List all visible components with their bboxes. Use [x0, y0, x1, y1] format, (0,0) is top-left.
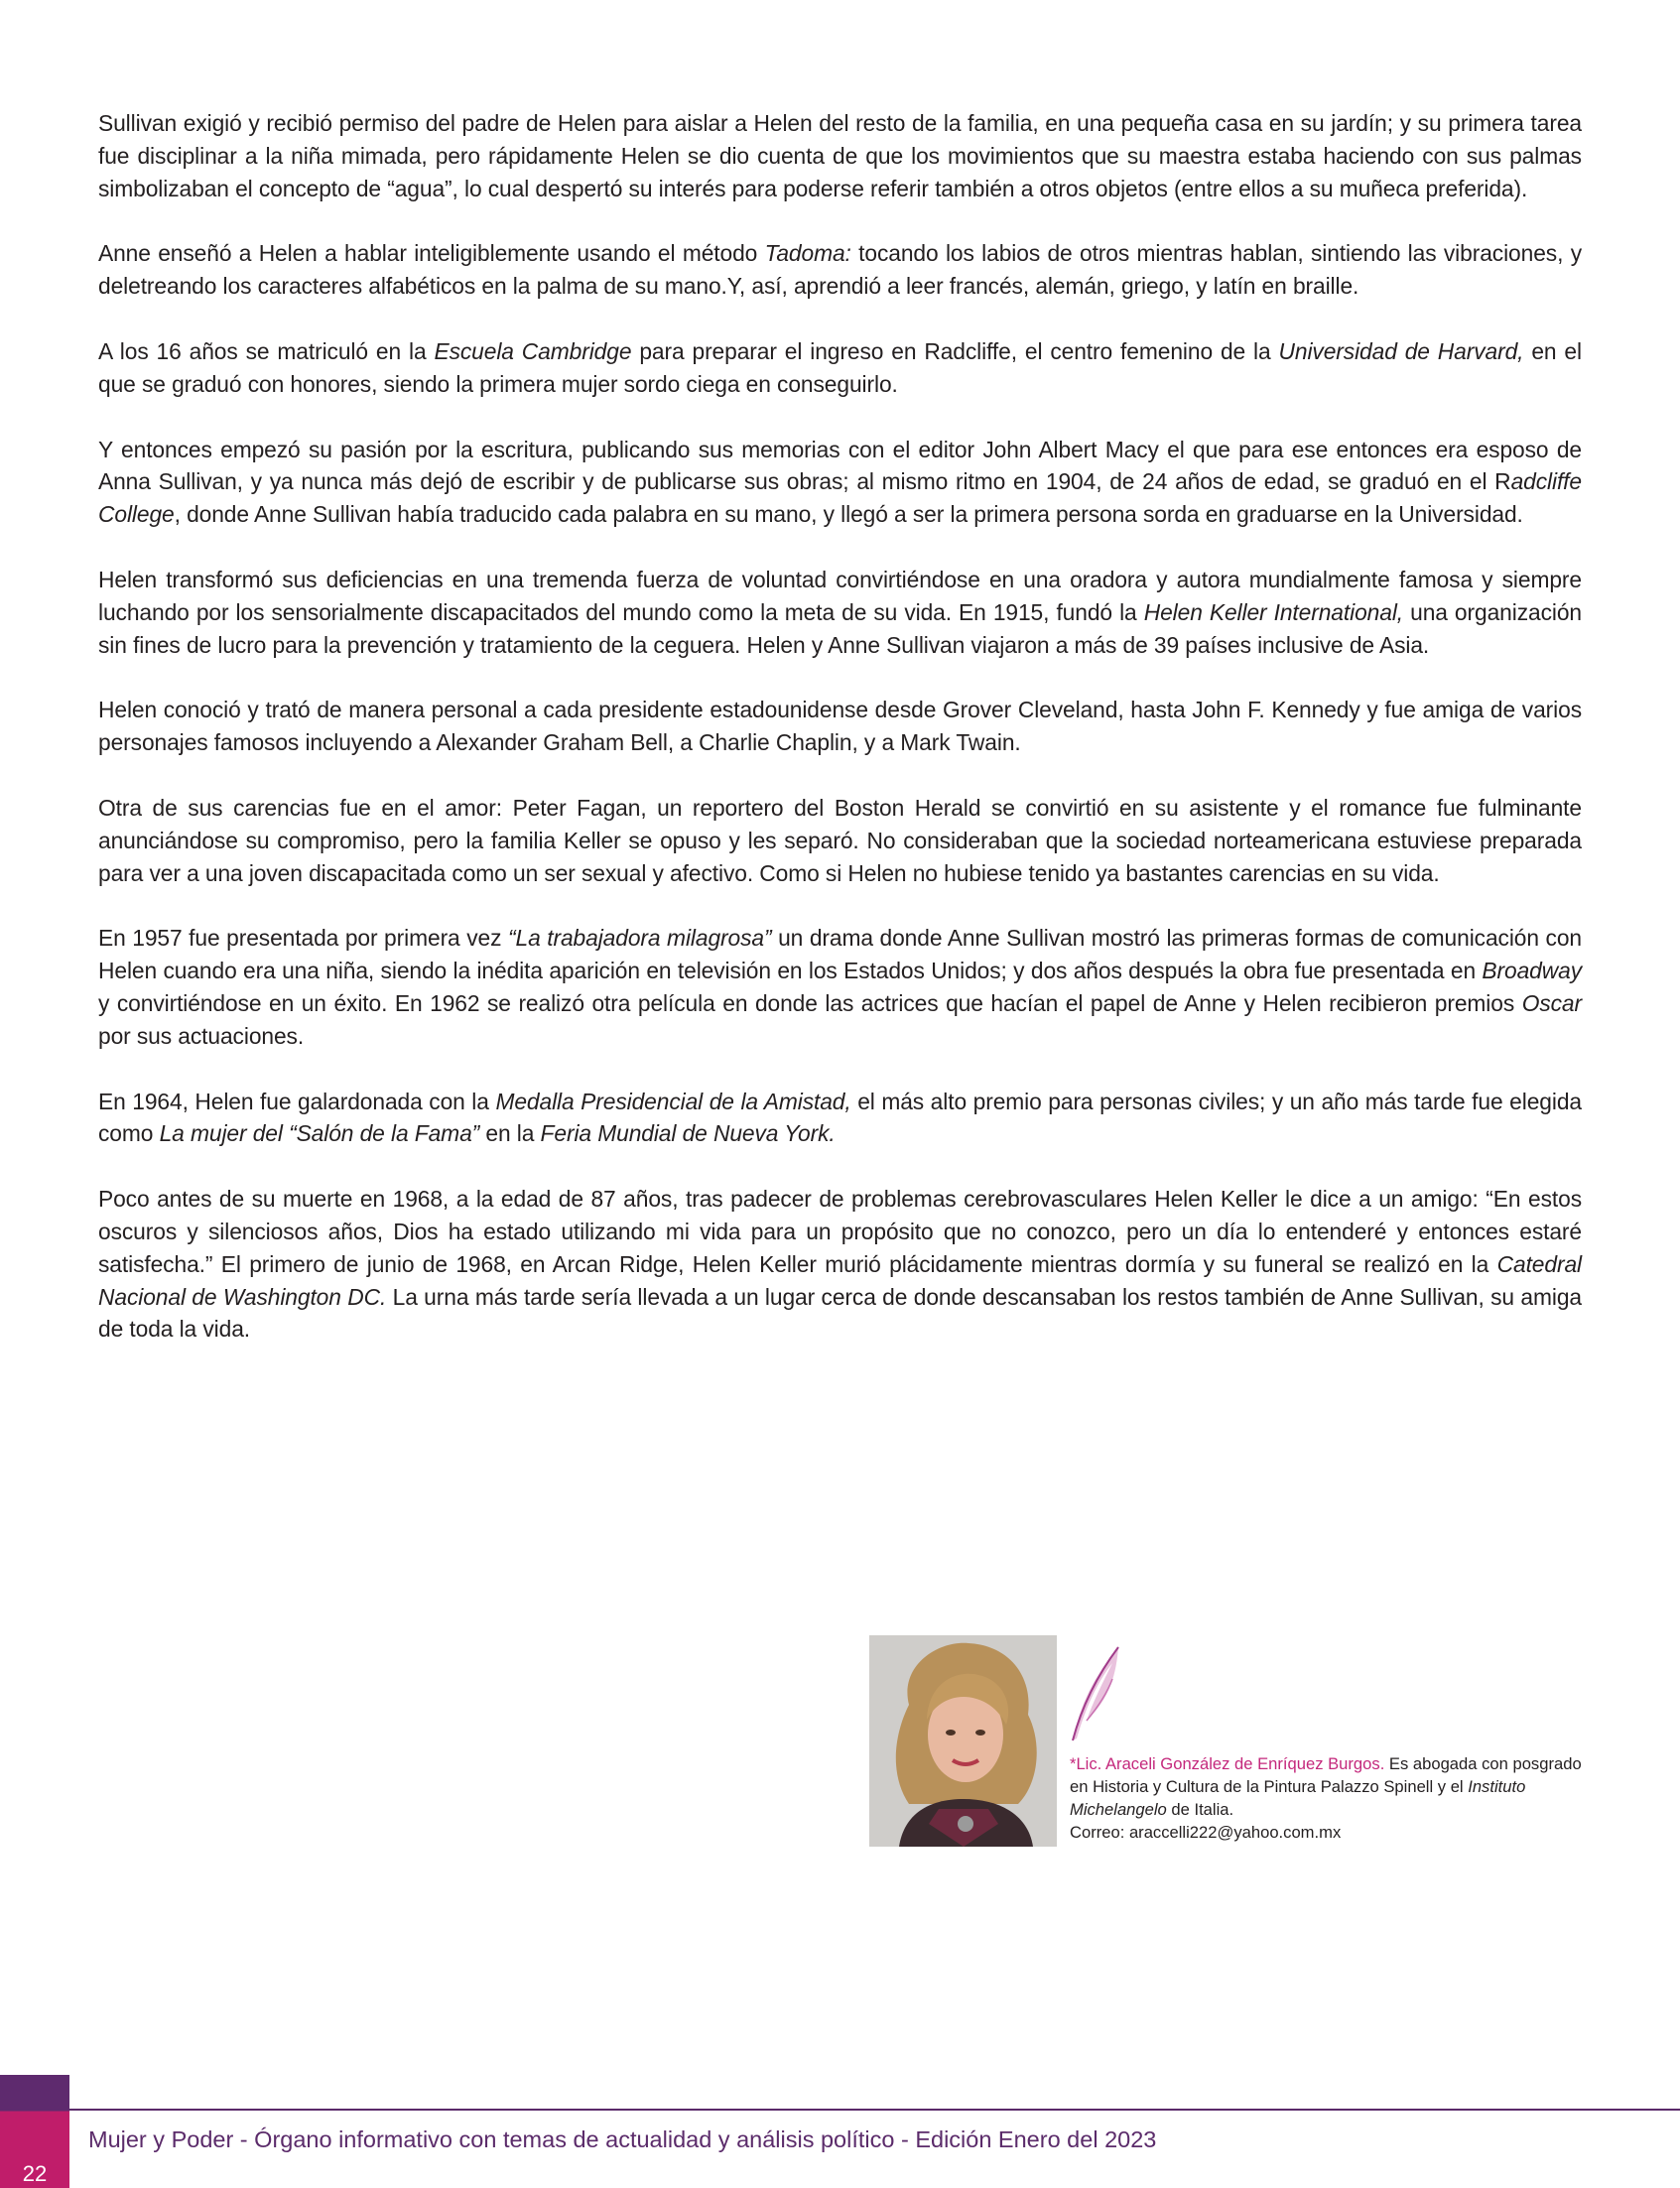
paragraph-text: en el que se graduó con honores, siendo la primera mujer sordo ciega en conseguirlo.: [98, 337, 1582, 397]
paragraph-text: Y entonces empezó su pasión por la escritura, publicando sus memorias con el editor John Albert Macy el que para ese entonces era esposo de Anna Sullivan, y ya nunca más dejó de escribir y de publicarse sus obras; al mismo ritmo en 1904, de 24 años de edad, se graduó en el R: [98, 436, 1582, 495]
italic-text: La mujer del “Salón de la Fama”: [159, 1120, 480, 1147]
paragraph-text: y convirtiéndose en un éxito. En 1962 se realizó otra película en donde las actrices que hacían el papel de Anne y Helen recibieron premios: [98, 989, 1522, 1016]
italic-text: Feria Mundial de Nueva York.: [540, 1120, 836, 1147]
paragraph-text: A los 16 años se matriculó en la: [98, 337, 435, 364]
italic-text: Helen Keller International,: [1143, 598, 1404, 625]
italic-text: Broadway: [1482, 958, 1582, 984]
paragraph-text: un drama donde Anne Sullivan mostró las primeras formas de comunicación con Helen cuando era una niña, siendo la inédita aparición en televisión en los Estados Unidos; y dos años después la obra fue presentada en: [98, 925, 1583, 984]
author-email[interactable]: Correo: araccelli222@yahoo.com.mx: [1070, 1823, 1342, 1842]
paragraph-text: Anne enseñó a Helen a hablar inteligiblemente usando el método: [98, 240, 765, 267]
footer-divider: [69, 2109, 1680, 2111]
article-paragraph: [98, 237, 1582, 303]
paragraph-text: Helen conoció y trató de manera personal a cada presidente estadounidense desde Grover Cleveland, hasta John F. Kennedy y fue amiga de varios personajes famosos incluyendo a Alexander Graham Bell, a Charlie Chaplin, y a Mark Twain.: [98, 697, 1582, 756]
author-name: *Lic. Araceli González de Enríquez Burgos.: [1070, 1754, 1385, 1773]
paragraph-text: una organización sin fines de lucro para la prevención y tratamiento de la ceguera. Helen y Anne Sullivan viajaron a más de 39 países inclusive de Asia.: [98, 598, 1582, 658]
quill-feather-icon: [1067, 1643, 1126, 1742]
paragraph-text: , donde Anne Sullivan había traducido cada palabra en su mano, y llegó a ser la primera persona sorda en graduarse en la Universidad.: [174, 501, 1523, 528]
italic-text: Medalla Presidencial de la Amistad,: [495, 1088, 851, 1114]
author-institute: Instituto Michelangelo: [1070, 1777, 1526, 1819]
article-paragraph: [98, 792, 1582, 889]
author-portrait-icon: [869, 1635, 1057, 1847]
paragraph-text: en la: [479, 1120, 541, 1147]
paragraph-text: para preparar el ingreso en Radcliffe, el centro femenino de la: [631, 337, 1279, 364]
paragraph-text: La urna más tarde sería llevada a un lugar cerca de donde descansaban los restos también de Anne Sullivan, su amiga de toda la vida.: [98, 1283, 1582, 1343]
italic-text: Universidad de Harvard,: [1278, 337, 1524, 364]
author-bio-text: Es abogada con posgrado en Historia y Cultura de la Pintura Palazzo Spinell y el: [1070, 1754, 1582, 1796]
article-paragraph: [98, 434, 1582, 531]
italic-text: Oscar: [1521, 989, 1582, 1016]
italic-text: Escuela Cambridge: [434, 337, 632, 364]
italic-text: “La trabajadora milagrosa”: [508, 925, 772, 952]
article-paragraph: [98, 107, 1582, 204]
article-paragraph: [98, 564, 1582, 661]
paragraph-text: tocando los labios de otros mientras hablan, sintiendo las vibraciones, y deletreando los caracteres alfabéticos en la palma de su mano.Y, así, aprendió a leer francés, alemán, griego, y latín en braille.: [98, 240, 1582, 300]
paragraph-text: En 1957 fue presentada por primera vez: [98, 925, 508, 952]
article-paragraph: [98, 922, 1582, 1052]
footer-publication-text: Mujer y Poder - Órgano informativo con temas de actualidad y análisis político - Edición Enero del 2023: [88, 2126, 1157, 2152]
paragraph-text: Helen transformó sus deficiencias en una tremenda fuerza de voluntad convirtiéndose en una oradora y autora mundialmente famosa y siempre luchando por los sensorialmente discapacitados del mundo como la meta de su vida. En 1915, fundó la: [98, 566, 1582, 625]
italic-text: adcliffe College: [98, 468, 1582, 528]
paragraph-text: Otra de sus carencias fue en el amor: Peter Fagan, un reportero del Boston Herald se convirtió en su asistente y el romance fue fulminante anunciándose su compromiso, pero la familia Keller se opuso y les separó. No consideraban que la sociedad norteamericana estuviese preparada para ver a una joven discapacitada como un ser sexual y afectivo. Como si Helen no hubiese tenido ya bastantes carencias en su vida.: [98, 794, 1582, 886]
paragraph-text: En 1964, Helen fue galardonada con la: [98, 1088, 496, 1114]
paragraph-text: Poco antes de su muerte en 1968, a la edad de 87 años, tras padecer de problemas cerebrovasculares Helen Keller le dice a un amigo: “En estos oscuros y silenciosos años, Dios ha estado utilizando mi vida para un propósito que no conozco, pero un día lo entenderé y entonces estaré satisfecha.” El primero de junio de 1968, en Arcan Ridge, Helen Keller murió plácidamente mientras dormía y su funeral se realizó en la: [98, 1186, 1582, 1277]
author-bio: [1070, 1752, 1586, 1844]
article-paragraph: [98, 1086, 1582, 1151]
article-paragraph: [98, 1183, 1582, 1346]
paragraph-text: por sus actuaciones.: [98, 1022, 305, 1049]
italic-text: Catedral Nacional de Washington DC.: [98, 1250, 1582, 1310]
page-number: 22: [22, 2161, 48, 2186]
article-body: [98, 107, 1582, 1378]
article-paragraph: [98, 335, 1582, 401]
italic-text: Tadoma:: [764, 240, 851, 267]
paragraph-text: Sullivan exigió y recibió permiso del padre de Helen para aislar a Helen del resto de la familia, en una pequeña casa en su jardín; y su primera tarea fue disciplinar a la niña mimada, pero rápidamente Helen se dio cuenta de que los movimientos que su maestra estaba haciendo con sus palmas simbolizaban el concepto de “agua”, lo cual despertó su interés para poderse referir también a otros objetos (entre ellos a su muñeca preferida).: [98, 110, 1582, 201]
article-paragraph: [98, 694, 1582, 759]
author-photo: [869, 1635, 1057, 1847]
author-block: [869, 1635, 1584, 1849]
author-bio-text-end: de Italia.: [1166, 1800, 1234, 1819]
paragraph-text: el más alto premio para personas civiles; y un año más tarde fue elegida como: [98, 1088, 1582, 1147]
